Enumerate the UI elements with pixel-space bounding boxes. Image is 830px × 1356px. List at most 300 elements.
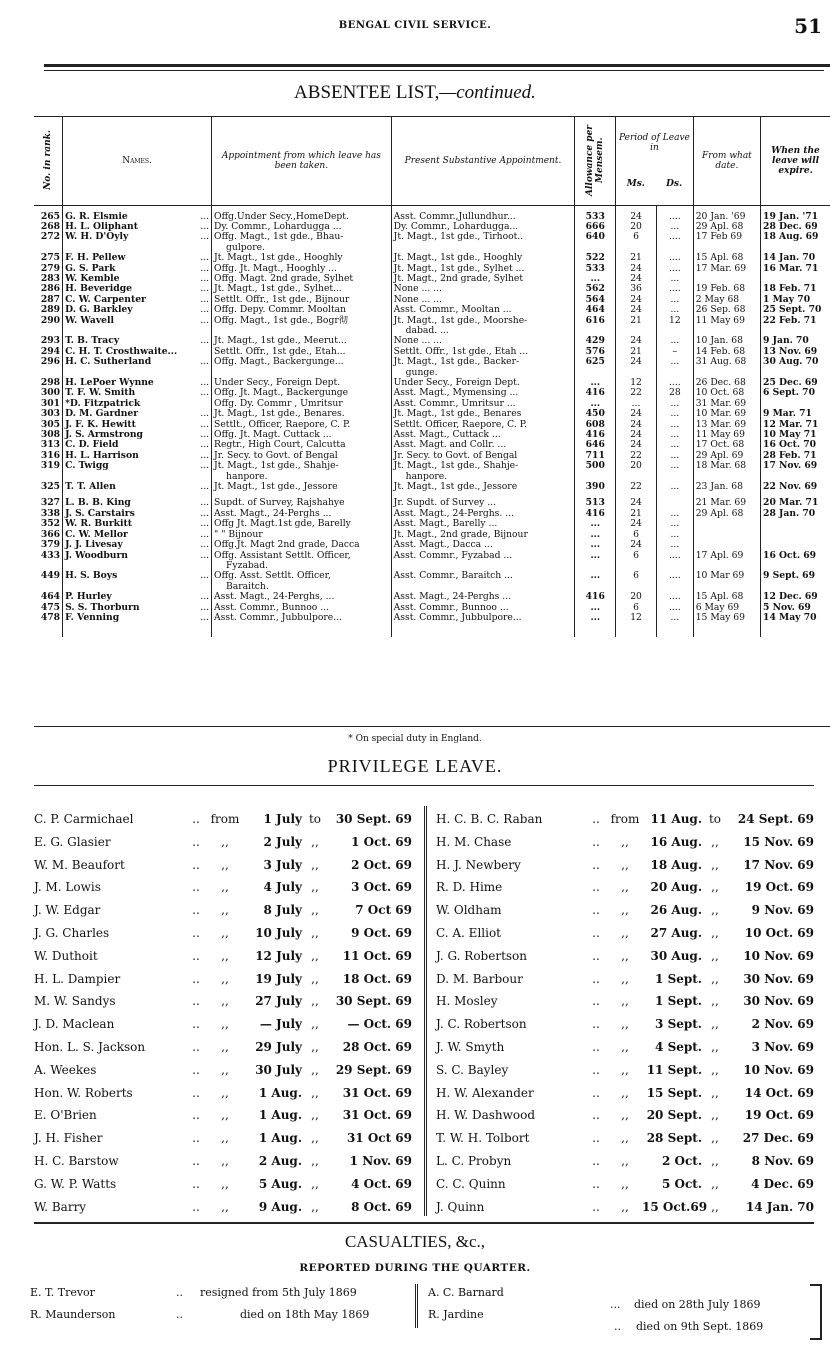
months-cell-text: 24 bbox=[630, 262, 642, 274]
appointment-cell-text: Offg. Magt., 1st gde., Bhau- bbox=[214, 231, 344, 243]
to-word: ,, bbox=[311, 994, 319, 1009]
absentee-table bbox=[34, 116, 830, 637]
from-date: 2 Oct. bbox=[661, 1153, 702, 1168]
absentee-row bbox=[34, 482, 830, 492]
days-cell-text: .... bbox=[668, 549, 681, 561]
present-cell-text: Asst. Commr., Umritsur ... bbox=[393, 397, 516, 409]
expire-cell bbox=[761, 264, 830, 274]
expire-cell-text: 30 Aug. 70 bbox=[763, 356, 819, 368]
expire-cell-text: 9 Mar. 71 bbox=[763, 408, 812, 420]
from-word: ,, bbox=[621, 1153, 629, 1168]
from-date: 1 Sept. bbox=[655, 994, 702, 1009]
rank-cell-text: 449 bbox=[40, 570, 61, 582]
privilege-row bbox=[34, 1082, 412, 1105]
leader-dots: .. bbox=[592, 880, 600, 895]
rank-cell-text: 316 bbox=[40, 449, 61, 461]
allowance-cell-text: 513 bbox=[585, 497, 605, 509]
days-cell-text: .... bbox=[668, 210, 681, 222]
leader-dots: ... bbox=[200, 387, 210, 399]
leader-dots: .. bbox=[592, 1199, 600, 1214]
name-cell-text: D. G. Barkley bbox=[65, 304, 133, 316]
privilege-name: E. O'Brien bbox=[34, 1108, 97, 1123]
col-period bbox=[616, 117, 694, 206]
present-cell-text: None ... ... bbox=[393, 283, 442, 295]
expire-cell bbox=[761, 232, 830, 253]
appointment-cell-cont: Baraitch. bbox=[226, 580, 269, 592]
absentee-row bbox=[34, 613, 830, 623]
leader-dots: ... bbox=[200, 231, 210, 243]
from-word: ,, bbox=[621, 1062, 629, 1077]
from-word: ,, bbox=[221, 948, 229, 963]
to-word: ,, bbox=[311, 880, 319, 895]
casualty-dots: .. bbox=[614, 1320, 621, 1333]
from-word: ,, bbox=[221, 834, 229, 849]
months-cell-text: 36 bbox=[630, 283, 642, 295]
allowance-cell bbox=[575, 232, 616, 253]
to-word: ,, bbox=[311, 1153, 319, 1168]
appointment-cell-cont: gulpore. bbox=[226, 241, 265, 253]
leader-dots: .. bbox=[592, 925, 600, 940]
from-date: 4 July bbox=[263, 880, 302, 895]
days-cell-text: ... bbox=[670, 518, 680, 530]
from-word: ,, bbox=[221, 903, 229, 918]
expire-cell bbox=[761, 357, 830, 378]
leader-dots: ... bbox=[200, 262, 210, 274]
casualties-title: CASUALTIES, &c., bbox=[344, 1232, 486, 1251]
allowance-cell-text: ... bbox=[590, 611, 601, 623]
casualty-name: R. Jardine bbox=[428, 1308, 484, 1321]
from-word: ,, bbox=[621, 903, 629, 918]
expire-cell-text: 10 May 71 bbox=[763, 429, 817, 441]
days-cell-text: ... bbox=[670, 439, 680, 451]
from-word: ,, bbox=[221, 1176, 229, 1191]
from-date-cell-text: 2 May 68 bbox=[695, 293, 740, 305]
days-cell-text: ... bbox=[670, 528, 680, 540]
from-date-cell-text: 10 Oct. 68 bbox=[695, 387, 745, 399]
privilege-name: T. W. H. Tolbort bbox=[436, 1131, 530, 1146]
privilege-name: J. M. Lowis bbox=[34, 880, 101, 895]
from-word: ,, bbox=[221, 1108, 229, 1123]
privilege-name: J. W. Smyth bbox=[436, 1039, 505, 1054]
from-date: 20 Aug. bbox=[650, 880, 702, 895]
to-date: 1 Oct. 69 bbox=[351, 834, 412, 849]
leader-dots: .. bbox=[192, 948, 200, 963]
from-word: ,, bbox=[221, 971, 229, 986]
rank-cell-text: 303 bbox=[40, 408, 61, 420]
present-cell bbox=[391, 316, 575, 337]
appointment-cell-text: Jt. Magt., 1st gde., Hooghly bbox=[214, 252, 343, 264]
privilege-name: H. C. Barstow bbox=[34, 1153, 119, 1168]
present-cell-text: Asst. Magt., 24-Perghs ... bbox=[393, 591, 512, 603]
leader-dots: .. bbox=[592, 834, 600, 849]
to-date: 19 Oct. 69 bbox=[744, 1108, 814, 1123]
leader-dots: ... bbox=[200, 408, 210, 420]
to-word: ,, bbox=[711, 834, 719, 849]
rank-cell-text: 301 bbox=[40, 397, 61, 409]
appointment-cell-text: Offg.Under Secy.,HomeDept. bbox=[214, 210, 349, 222]
leader-dots: ... bbox=[200, 429, 210, 441]
leader-dots: .. bbox=[592, 903, 600, 918]
privilege-name: R. D. Hime bbox=[436, 880, 503, 895]
allowance-cell-text: 646 bbox=[585, 439, 605, 451]
allowance-cell bbox=[575, 461, 616, 482]
months-cell-text: 20 bbox=[630, 460, 642, 472]
present-cell-text: Jt. Magt., 1st gde., Jessore bbox=[393, 481, 518, 493]
days-cell-text: ... bbox=[670, 611, 680, 623]
spacer-cell bbox=[391, 623, 575, 637]
privilege-row bbox=[436, 1104, 818, 1127]
days-cell bbox=[656, 316, 693, 337]
present-cell-text: Jt. Magt., 1st gde., Shahje- bbox=[393, 460, 519, 472]
privilege-name: W. Duthoit bbox=[34, 948, 98, 963]
privilege-row bbox=[436, 1173, 818, 1196]
appointment-cell-text: Asst. Commr., Jubbulpore... bbox=[214, 611, 342, 623]
appointment-cell bbox=[212, 551, 392, 572]
from-date-cell bbox=[693, 613, 760, 623]
from-date-cell bbox=[693, 232, 760, 253]
to-date: 14 Oct. 69 bbox=[744, 1085, 814, 1100]
expire-cell bbox=[761, 519, 830, 529]
months-cell-text: 24 bbox=[630, 439, 642, 451]
from-word: ,, bbox=[221, 1039, 229, 1054]
leader-dots: .. bbox=[592, 994, 600, 1009]
days-cell bbox=[656, 461, 693, 482]
leader-dots: ... bbox=[200, 497, 210, 509]
from-date: 1 Aug. bbox=[258, 1131, 302, 1146]
allowance-cell bbox=[575, 571, 616, 592]
privilege-left-column bbox=[34, 808, 412, 1218]
months-cell-text: 22 bbox=[630, 481, 642, 493]
name-cell-text: H. Beveridge bbox=[65, 283, 132, 295]
present-cell-cont: hanpore. bbox=[405, 470, 448, 482]
allowance-cell-text: ... bbox=[590, 528, 601, 540]
privilege-row bbox=[436, 990, 818, 1013]
months-cell-text: 24 bbox=[630, 518, 642, 530]
rank-cell-text: 279 bbox=[40, 262, 61, 274]
expire-cell bbox=[761, 388, 830, 398]
days-cell-text: ... bbox=[670, 507, 680, 519]
present-cell bbox=[391, 357, 575, 378]
expire-cell-text: 18 Aug. 69 bbox=[763, 231, 819, 243]
name-cell-text: C. H. T. Crosthwaite... bbox=[65, 345, 178, 357]
present-cell-text: Jr. Secy. to Govt. of Bengal bbox=[393, 449, 518, 461]
privilege-name: C. C. Quinn bbox=[436, 1176, 506, 1191]
expire-cell-text: 16 Oct. 70 bbox=[763, 439, 817, 451]
rank-cell bbox=[34, 571, 63, 592]
expire-cell-text: 14 May 70 bbox=[763, 611, 817, 623]
casualty-dots: .. bbox=[176, 1308, 183, 1321]
casualty-note: resigned from 5th July 1869 bbox=[200, 1286, 357, 1299]
expire-cell bbox=[761, 571, 830, 592]
present-cell bbox=[391, 482, 575, 492]
header-rule-thin bbox=[44, 70, 824, 71]
absentee-row bbox=[34, 232, 830, 253]
from-date-cell-text: 13 Mar. 69 bbox=[695, 418, 747, 430]
to-word: ,, bbox=[311, 1085, 319, 1100]
days-cell-text: ... bbox=[670, 356, 680, 368]
bracket-mark bbox=[810, 1284, 822, 1340]
expire-cell-text: 28 Jan. 70 bbox=[763, 507, 816, 519]
expire-cell-text: 14 Jan. 70 bbox=[763, 252, 816, 264]
rank-cell-text: 338 bbox=[40, 507, 61, 519]
to-date: 24 Sept. 69 bbox=[737, 812, 814, 826]
from-word: ,, bbox=[221, 994, 229, 1009]
privilege-row bbox=[436, 1059, 818, 1082]
from-word: ,, bbox=[221, 1062, 229, 1077]
name-cell-text: G. S. Park bbox=[65, 262, 116, 274]
expire-cell-text: 6 Sept. 70 bbox=[763, 387, 815, 399]
from-date-cell bbox=[693, 482, 760, 492]
name-cell-text: S. S. Thorburn bbox=[65, 601, 140, 613]
leader-dots: .. bbox=[592, 1039, 600, 1054]
months-cell-text: 24 bbox=[630, 429, 642, 441]
privilege-name: C. A. Elliot bbox=[436, 925, 501, 940]
leader-dots: ... bbox=[200, 335, 210, 347]
leader-dots: .. bbox=[592, 1085, 600, 1100]
appointment-cell-text: Offg. Jt. Magt., Backergunge bbox=[214, 387, 349, 399]
expire-cell-text: 28 Feb. 71 bbox=[763, 449, 817, 461]
days-cell-text: .... bbox=[668, 591, 681, 603]
privilege-row bbox=[34, 1013, 412, 1036]
leader-dots: .. bbox=[192, 1153, 200, 1168]
rank-cell bbox=[34, 316, 63, 337]
leader-dots: ... bbox=[200, 507, 210, 519]
from-word: ,, bbox=[221, 1085, 229, 1100]
expire-cell-text: 22 Feb. 71 bbox=[763, 314, 817, 326]
privilege-name: Hon. L. S. Jackson bbox=[34, 1039, 146, 1054]
leader-dots: ... bbox=[200, 449, 210, 461]
name-cell bbox=[63, 316, 212, 337]
appointment-cell-text: Jt. Magt., 1st gde., Meerut... bbox=[214, 335, 347, 347]
allowance-cell-text: 390 bbox=[585, 481, 605, 493]
from-date: 5 Aug. bbox=[258, 1176, 302, 1191]
rank-cell-text: 296 bbox=[40, 356, 61, 368]
expire-cell-text: 13 Nov. 69 bbox=[763, 345, 818, 357]
leader-dots: ... bbox=[200, 570, 210, 582]
appointment-cell-text: Asst. Magt., 24-Perghs ... bbox=[214, 507, 332, 519]
privilege-name: H. L. Dampier bbox=[34, 971, 121, 986]
leader-dots: ... bbox=[200, 220, 210, 232]
from-date: 5 Oct. bbox=[661, 1176, 702, 1191]
privilege-divider bbox=[424, 806, 427, 1216]
name-cell-text: H. LePoer Wynne bbox=[65, 377, 154, 388]
to-word: ,, bbox=[311, 857, 319, 872]
to-date: 29 Sept. 69 bbox=[335, 1062, 412, 1077]
to-date: 4 Dec. 69 bbox=[751, 1176, 814, 1191]
name-cell-text: W. H. D'Oyly bbox=[65, 231, 129, 243]
allowance-cell-text: 533 bbox=[585, 210, 605, 222]
privilege-row bbox=[34, 1150, 412, 1173]
months-cell-text: 21 bbox=[630, 252, 642, 264]
absentee-header-row bbox=[34, 117, 830, 206]
absentee-row bbox=[34, 571, 830, 592]
leader-dots: .. bbox=[192, 1176, 200, 1191]
from-word: ,, bbox=[221, 925, 229, 940]
to-word: ,, bbox=[311, 1131, 319, 1146]
allowance-cell-text: 416 bbox=[585, 507, 605, 519]
privilege-name: D. M. Barbour bbox=[436, 971, 523, 986]
from-date-cell-text: 29 Apl. 68 bbox=[695, 507, 744, 519]
from-date: 2 July bbox=[263, 834, 302, 849]
rank-cell-text: 265 bbox=[40, 210, 61, 222]
leader-dots: ... bbox=[200, 528, 210, 540]
expire-cell-text: 19 Jan. '71 bbox=[763, 210, 819, 222]
privilege-name: H. W. Alexander bbox=[436, 1085, 534, 1100]
absentee-row bbox=[34, 357, 830, 378]
to-word: ,, bbox=[711, 994, 719, 1009]
months-cell-text: 6 bbox=[633, 601, 639, 613]
spacer-cell bbox=[616, 623, 657, 637]
privilege-name: W. Oldham bbox=[436, 903, 502, 918]
leader-dots: .. bbox=[192, 812, 200, 826]
allowance-cell-text: ... bbox=[590, 539, 601, 551]
privilege-name: H. J. Newbery bbox=[436, 857, 521, 872]
rank-cell bbox=[34, 613, 63, 623]
expire-cell bbox=[761, 509, 830, 519]
privilege-row bbox=[436, 968, 818, 991]
to-word: ,, bbox=[711, 880, 719, 895]
months-cell-text: 21 bbox=[630, 314, 642, 326]
from-date: 29 July bbox=[255, 1039, 302, 1054]
appointment-cell-cont: Fyzabad. bbox=[226, 559, 269, 571]
from-date: 11 Aug. bbox=[650, 812, 702, 826]
days-cell-text: ... bbox=[670, 460, 680, 472]
from-word: ,, bbox=[221, 1017, 229, 1032]
days-cell bbox=[656, 571, 693, 592]
months-cell-text: 22 bbox=[630, 387, 642, 399]
expire-cell-text: 25 Dec. 69 bbox=[763, 377, 818, 388]
appointment-cell-text: Offg.Jt. Magt 2nd grade, Dacca bbox=[214, 539, 360, 551]
appointment-cell-text: Under Secy., Foreign Dept. bbox=[214, 377, 341, 388]
months-cell-text: 22 bbox=[630, 449, 642, 461]
col-present: Present Substantive Appointment. bbox=[391, 117, 575, 206]
rank-cell-text: 293 bbox=[40, 335, 61, 347]
days-cell-text: 28 bbox=[668, 387, 681, 399]
col-rank: No. in rank. bbox=[34, 117, 63, 206]
days-cell-text: .... bbox=[668, 231, 681, 243]
appointment-cell-text: Jr. Secy. to Govt. of Bengal bbox=[214, 449, 338, 461]
leader-dots: .. bbox=[192, 1131, 200, 1146]
days-cell-text: .... bbox=[668, 252, 681, 264]
spacer-cell bbox=[63, 623, 212, 637]
leader-dots: ... bbox=[200, 210, 210, 222]
from-word: ,, bbox=[621, 925, 629, 940]
name-cell-text: H. S. Boys bbox=[65, 570, 118, 582]
appointment-cell-text: " " Bijnour bbox=[214, 528, 263, 540]
rank-cell-text: 283 bbox=[40, 272, 61, 284]
to-date: 2 Nov. 69 bbox=[751, 1017, 814, 1032]
to-word: ,, bbox=[711, 1199, 719, 1214]
from-date: 27 July bbox=[255, 994, 302, 1009]
days-cell-text: .... bbox=[668, 601, 681, 613]
from-date-cell-text: 31 Aug. 68 bbox=[695, 356, 747, 368]
leader-dots: .. bbox=[192, 1017, 200, 1032]
from-date-cell-text: 29 Apl. 68 bbox=[695, 220, 744, 232]
months-cell-text: 21 bbox=[630, 507, 642, 519]
months-cell bbox=[616, 357, 657, 378]
expire-cell-text: 12 Mar. 71 bbox=[763, 418, 819, 430]
rank-cell-text: 313 bbox=[40, 439, 61, 451]
to-word: to bbox=[708, 812, 722, 826]
appointment-cell-text: Offg. Magt. 2nd grade, Sylhet bbox=[214, 272, 354, 284]
privilege-row bbox=[436, 808, 818, 831]
to-word: ,, bbox=[711, 971, 719, 986]
rank-cell-text: 287 bbox=[40, 293, 61, 305]
from-date-cell-text: 17 Mar. 69 bbox=[695, 262, 747, 274]
present-cell-text: Dy. Commr., Lohardugga... bbox=[393, 220, 519, 232]
privilege-name: E. G. Glasier bbox=[34, 834, 111, 849]
to-word: ,, bbox=[311, 1199, 319, 1214]
present-cell-text: Settlt. Offr., 1st gde., Etah ... bbox=[393, 345, 529, 357]
leader-dots: .. bbox=[192, 1062, 200, 1077]
name-cell-text: J. J. Livesay bbox=[65, 539, 123, 551]
from-date: 4 Sept. bbox=[655, 1039, 702, 1054]
expire-cell-text: 16 Mar. 71 bbox=[763, 262, 819, 274]
absentee-body bbox=[34, 206, 830, 638]
from-date-cell-text: 15 Apl. 68 bbox=[695, 252, 744, 264]
casualty-note: died on 28th July 1869 bbox=[634, 1298, 761, 1311]
appointment-cell-text: Jt. Magt., 1st gde., Shahje- bbox=[214, 460, 339, 472]
casualty-dots: .. bbox=[176, 1286, 183, 1299]
to-date: 31 Oct. 69 bbox=[342, 1085, 412, 1100]
from-date: 10 July bbox=[255, 925, 302, 940]
rank-cell bbox=[34, 551, 63, 572]
leader-dots: .. bbox=[592, 971, 600, 986]
to-date: 10 Oct. 69 bbox=[744, 925, 814, 940]
to-date: 17 Nov. 69 bbox=[743, 857, 814, 872]
leader-dots: ... bbox=[200, 481, 210, 493]
present-cell-text: Asst. Commr., Fyzabad ... bbox=[393, 549, 513, 561]
rank-cell-text: 319 bbox=[40, 460, 61, 472]
expire-cell bbox=[761, 613, 830, 623]
page-number: 51 bbox=[794, 14, 822, 38]
rank-cell-text: 308 bbox=[40, 429, 61, 441]
name-cell bbox=[63, 461, 212, 482]
from-word: ,, bbox=[621, 857, 629, 872]
leader-dots: .. bbox=[592, 1131, 600, 1146]
privilege-row bbox=[34, 990, 412, 1013]
from-date: 15 Sept. bbox=[646, 1085, 702, 1100]
rank-cell-text: 433 bbox=[40, 549, 61, 561]
days-cell-text: 12 bbox=[668, 314, 681, 326]
months-cell-text: 24 bbox=[630, 539, 642, 551]
to-date: 9 Nov. 69 bbox=[751, 903, 814, 918]
leader-dots: .. bbox=[192, 880, 200, 895]
to-word: ,, bbox=[711, 857, 719, 872]
leader-dots: .. bbox=[592, 1108, 600, 1123]
privilege-row bbox=[34, 1104, 412, 1127]
casualty-name: E. T. Trevor bbox=[30, 1286, 95, 1299]
to-date: 11 Oct. 69 bbox=[342, 948, 412, 963]
rank-cell-text: 294 bbox=[40, 345, 61, 357]
months-cell bbox=[616, 551, 657, 572]
present-cell-text: Jr. Supdt. of Survey ... bbox=[393, 497, 497, 509]
months-cell-text: 24 bbox=[630, 335, 642, 347]
to-date: 30 Nov. 69 bbox=[743, 994, 814, 1009]
privilege-name: L. C. Probyn bbox=[436, 1153, 512, 1168]
days-cell-text: .... bbox=[668, 377, 681, 388]
days-cell-text: .... bbox=[668, 262, 681, 274]
months-cell-text: 24 bbox=[630, 272, 642, 284]
present-cell-text: Asst. Commr., Baraitch ... bbox=[393, 570, 513, 582]
days-cell-text: ... bbox=[670, 481, 680, 493]
expire-cell-text: 18 Feb. 71 bbox=[763, 283, 817, 295]
from-date: 19 July bbox=[255, 971, 302, 986]
privilege-row bbox=[34, 1173, 412, 1196]
to-word: ,, bbox=[311, 1176, 319, 1191]
allowance-cell-text: 564 bbox=[585, 293, 605, 305]
to-date: 18 Oct. 69 bbox=[342, 971, 412, 986]
